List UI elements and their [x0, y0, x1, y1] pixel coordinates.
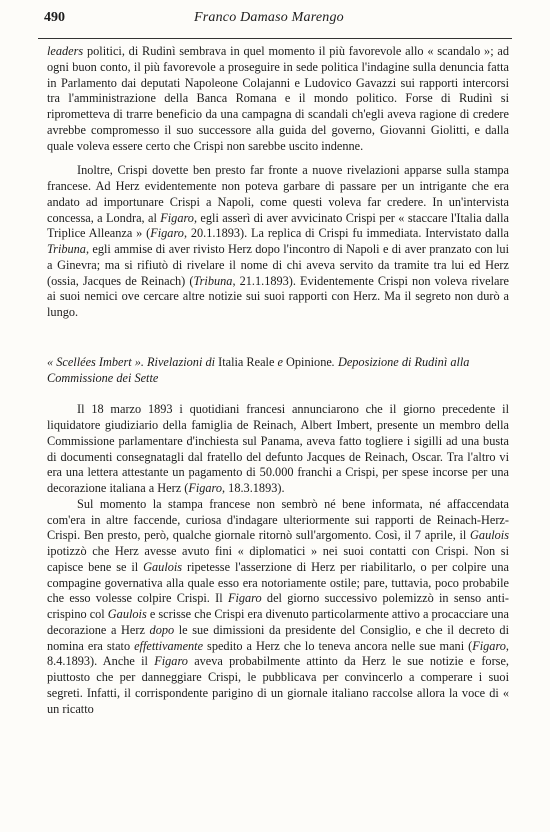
running-head: Franco Damaso Marengo — [194, 10, 344, 25]
page-number: 490 — [44, 10, 65, 25]
page-header — [44, 10, 508, 32]
section-heading: « Scellées Imbert ». Rivelazioni di Italia Reale e Opinione. Deposizione di Rudinì alla Commissione dei Sette — [47, 354, 470, 385]
paragraph-1: leaders politici, di Rudinì sembrava in quel momento il più favorevole allo « scandalo »; ad ogni buon conto, il più favorevole a proseguire in sede politica l'indagine sulla denuncia fatta in Parlamento dai deputati Napoleone Colajanni e Ludovico Gavazzi sui rapporti intercorsi tra l'amministrazione della Banca Romana e il mondo politico. Forse di Rudinì si riprometteva di trarre beneficio da una campagna di scandali ch'egli aveva ragione di credere avrebbe compromesso il suo successore alla guida del governo, Giovanni Giolitti, e dalla quale voleva essere certo che Crispi non sarebbe uscito indenne. — [47, 44, 509, 153]
paragraph-2: Inoltre, Crispi dovette ben presto far fronte a nuove rivelazioni apparse sulla stampa francese. Ad Herz evidentemente non poteva garbare di passare per un intrigante che era andato ad importunare Crispi a Napoli, come questi voleva far credere. In un'intervista concessa, a Londra, al Figaro, egli asserì di aver avvicinato Crispi per « staccare l'Italia dalla Triplice Alleanza » (Figaro, 20.1.1893). La replica di Crispi fu immediata. Intervistato dalla Tribuna, egli ammise di aver rivisto Herz dopo l'incontro di Napoli e di aver pranzato con lui a Ginevra; ma si rifiutò di rivelare il nome di chi aveva servito da tramite tra lui ed Herz (ossia, Jacques de Reinach) (Tribuna, 21.1.1893). Evidentemente Crispi non voleva rivelare ai suoi nemici ove cercare altre notizie sui suoi rapporti con Herz. Ma il segreto non durò a lungo. — [47, 163, 509, 319]
body-text — [47, 44, 509, 717]
paragraph-4: Sul momento la stampa francese non sembrò né bene informata, né affaccendata com'era in altre faccende, curiosa d'indagare ulteriormente sui rapporti de Reinach-Herz-Crispi. Ben presto, però, qualche giornale ritornò sull'argomento. Così, il 7 aprile, il Gaulois ipotizzò che Herz avesse avuto fini « diplomatici » nei suoi contatti con Crispi. Non si capisce bene se il Gaulois ripetesse l'asserzione di Herz per riabilitarlo, o per colpire una compagine governativa alla quale esso era notoriamente ostile; pare, tuttavia, poco probabile che esso volesse colpire Crispi. Il Figaro del giorno successivo polemizzò in senso anti-crispino col Gaulois e scrisse che Crispi era divenuto particolarmente attivo a procacciare una decorazione a Herz dopo le sue dimissioni da presidente del Consiglio, e che il decreto di nomina era stato effettivamente spedito a Herz che lo teneva ancora nelle sue mani (Figaro, 8.4.1893). Anche il Figaro aveva probabilmente attinto da Herz le sue notizie e forse, piuttosto che per danneggiare Crispi, le pubblicava per convincerlo a comperare i suoi segreti. Infatti, il corrispondente parigino di un giornale italiano raccolse allora la voce di « un ricatto — [47, 496, 510, 716]
paragraph-3: Il 18 marzo 1893 i quotidiani francesi annunciarono che il giorno precedente il liquidatore giudiziario della famiglia de Reinach, Albert Imbert, presente un membro della Commissione parlamentare d'inchiesta sul Panama, aveva fatto togliere i sigilli ad una busta di documenti consegnatagli dal fratello del defunto Jacques de Reinach, Oscar. Tra l'altro vi era una lettera attestante un pagamento di 50.000 franchi a Crispi, per spese incorse per una decorazione italiana a Herz (Figaro, 18.3.1893). — [47, 402, 509, 495]
header-rule — [38, 38, 512, 39]
